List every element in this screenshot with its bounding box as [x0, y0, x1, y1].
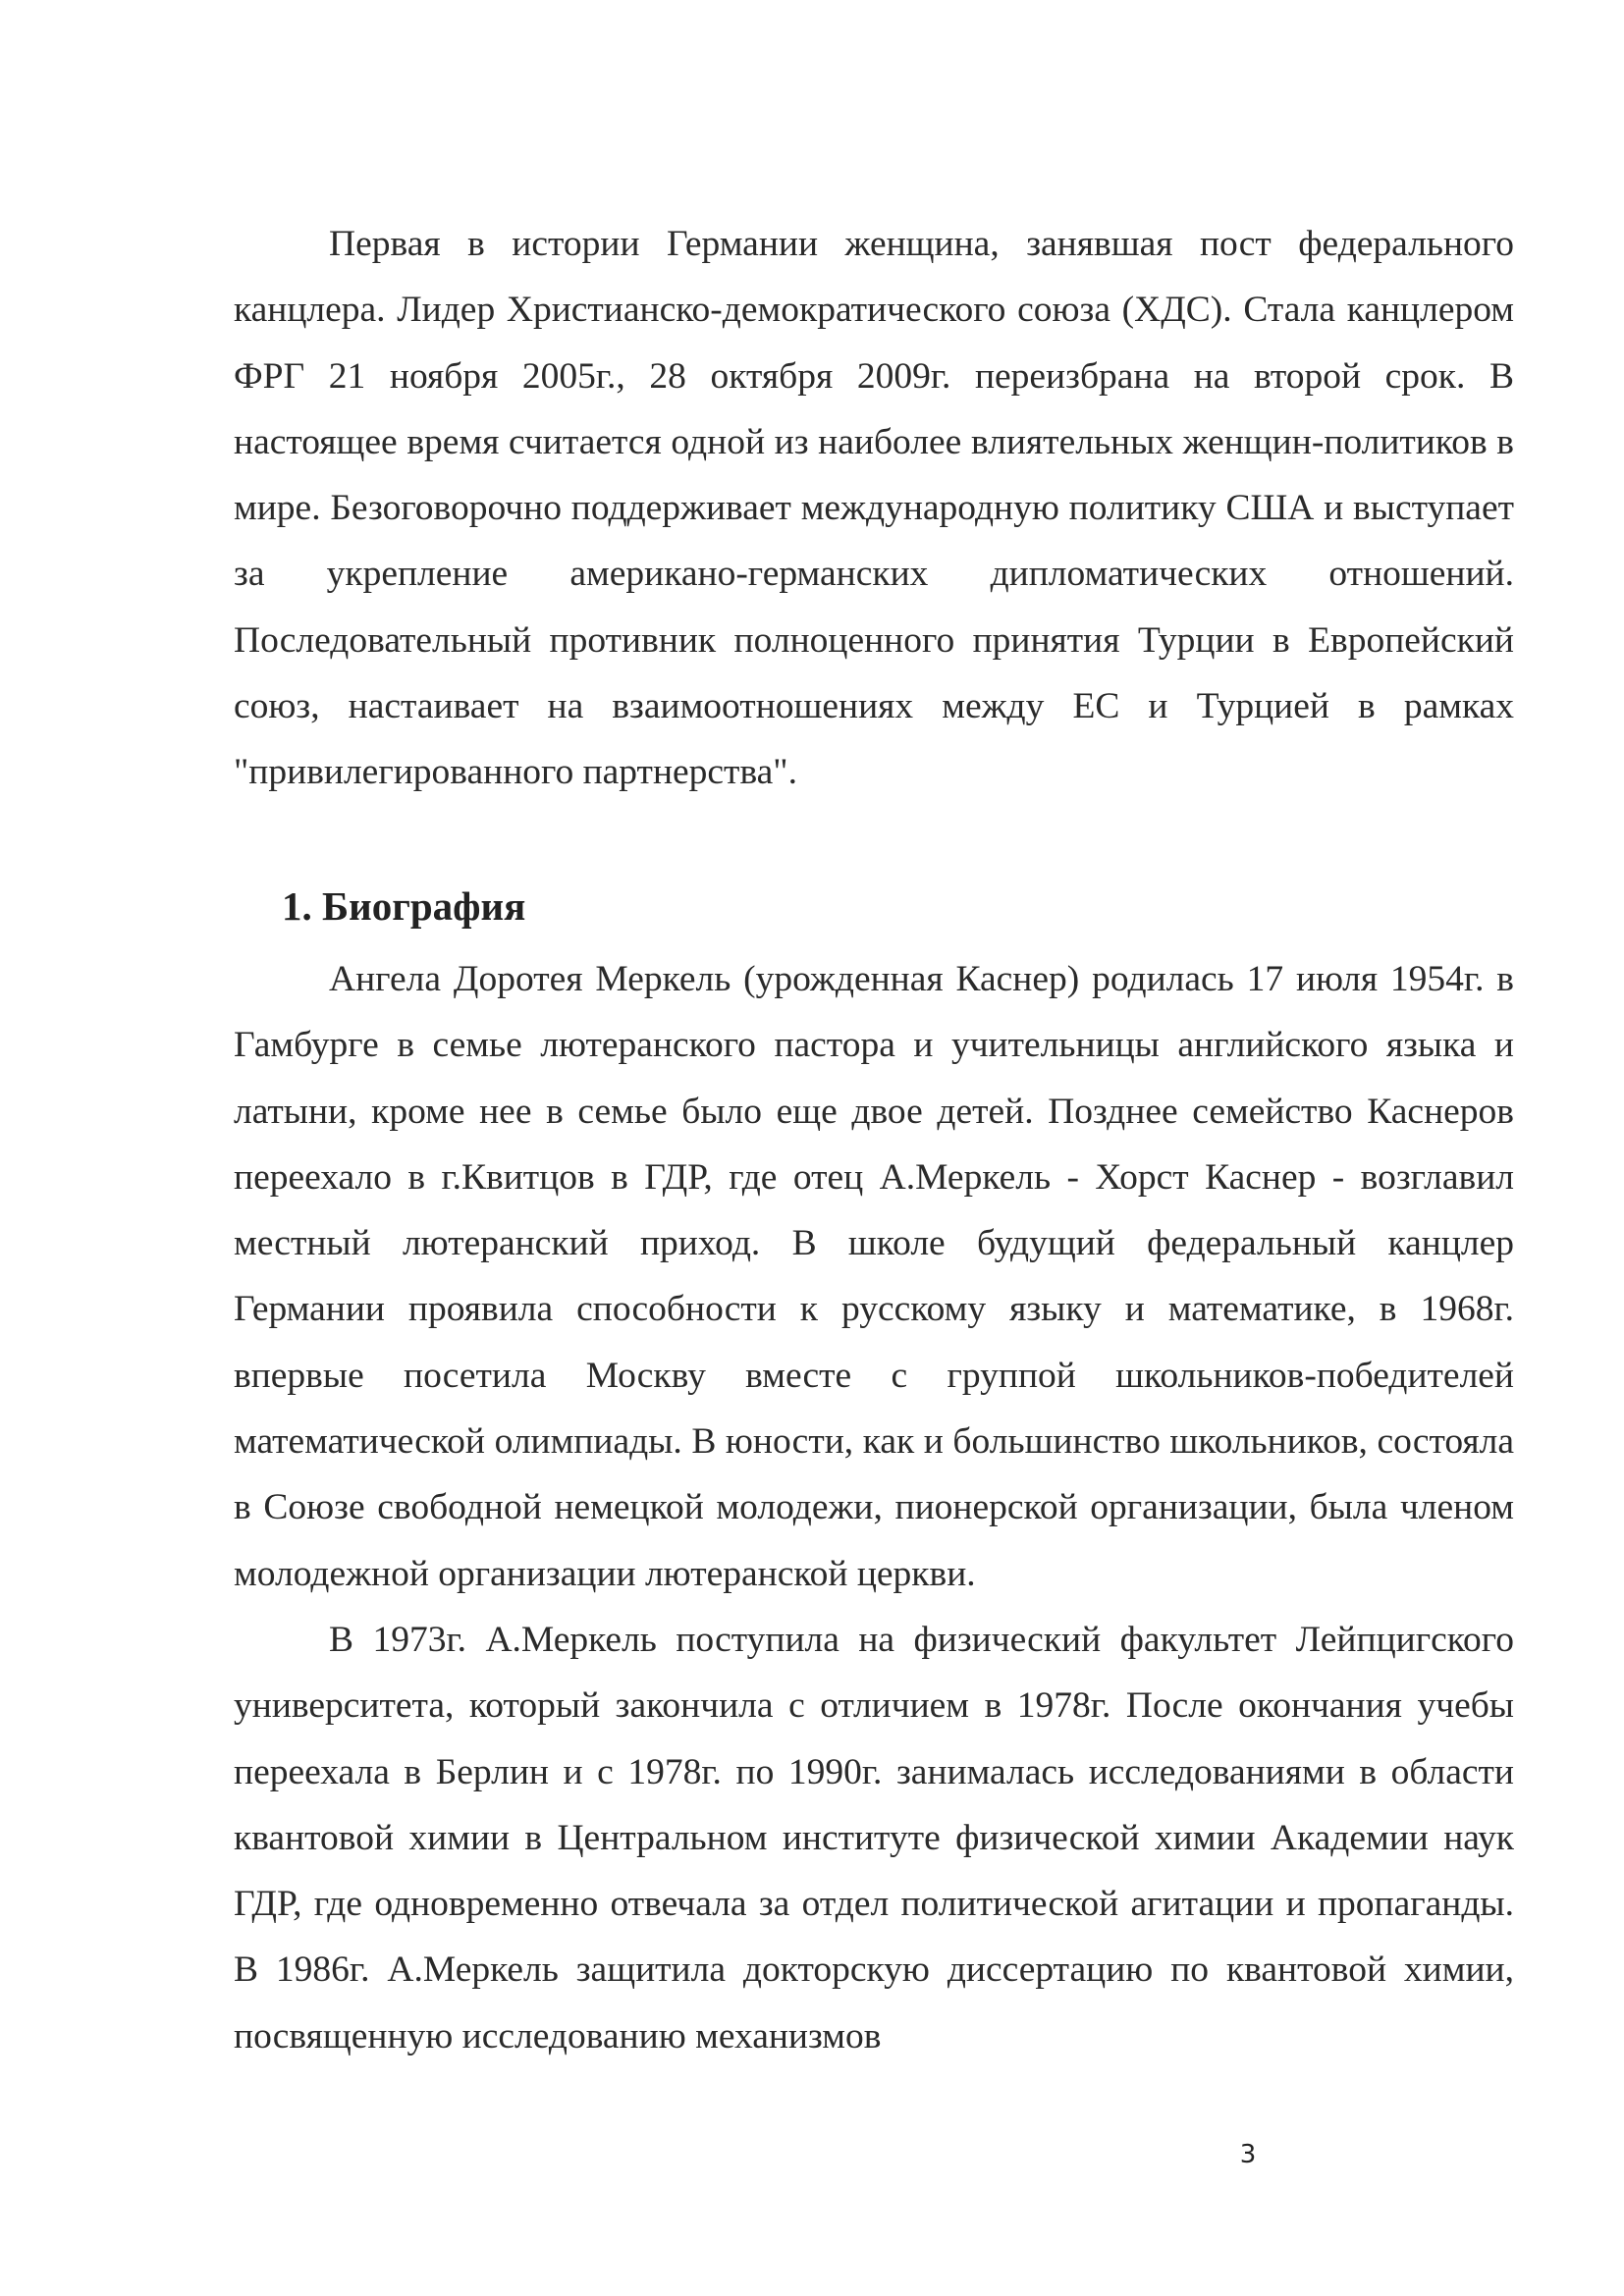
biography-paragraph-2: В 1973г. А.Меркель поступила на физический факультет Лейпцигского университета, который закончила с отличием в 1978г. После окончания учебы переехала в Берлин и с 1978г. по 1990г. занималась исследованиями в области квантовой химии в Центральном институте физической химии Академии наук ГДР, где одновременно отвечала за отдел политической агитации и пропаганды. В 1986г. А.Меркель защитила докторскую диссертацию по квантовой химии, посвященную исследованию механизмов — [234, 1619, 1514, 2056]
biography-paragraph-1: Ангела Доротея Меркель (урожденная Каснер) родилась 17 июля 1954г. в Гамбурге в семье лютеранского пастора и учительницы английского языка и латыни, кроме нее в семье было еще двое детей. Позднее семейство Каснеров переехало в г.Квитцов в ГДР, где отец А.Меркель - Хорст Каснер - возглавил местный лютеранский приход. В школе будущий федеральный канцлер Германии проявила способности к русскому языку и математике, в 1968г. впервые посетила Москву вместе с группой школьников-победителей математической олимпиады. В юности, как и большинство школьников, состояла в Союзе свободной немецкой молодежи, пионерской организации, была членом молодежной организации лютеранской церкви. — [234, 959, 1514, 1594]
page-number: 3 — [1239, 2140, 1257, 2169]
intro-paragraph: Первая в истории Германии женщина, занявшая пост федерального канцлера. Лидер Христианско-демократического союза (ХДС). Стала канцлером ФРГ 21 ноября 2005г., 28 октября 2009г. переизбрана на второй срок. В настоящее время считается одной из наиболее влиятельных женщин-политиков в мире. Безоговорочно поддерживает международную политику США и выступает за укрепление американо-германских дипломатических отношений. Последовательный противник полноценного принятия Турции в Европейский союз, настаивает на взаимоотношениях между ЕС и Турцией в рамках "привилегированного партнерства". — [234, 224, 1514, 793]
intro-section — [234, 211, 1514, 806]
section-heading-biography: 1. Биография — [282, 883, 526, 929]
biography-section — [234, 946, 1514, 2069]
